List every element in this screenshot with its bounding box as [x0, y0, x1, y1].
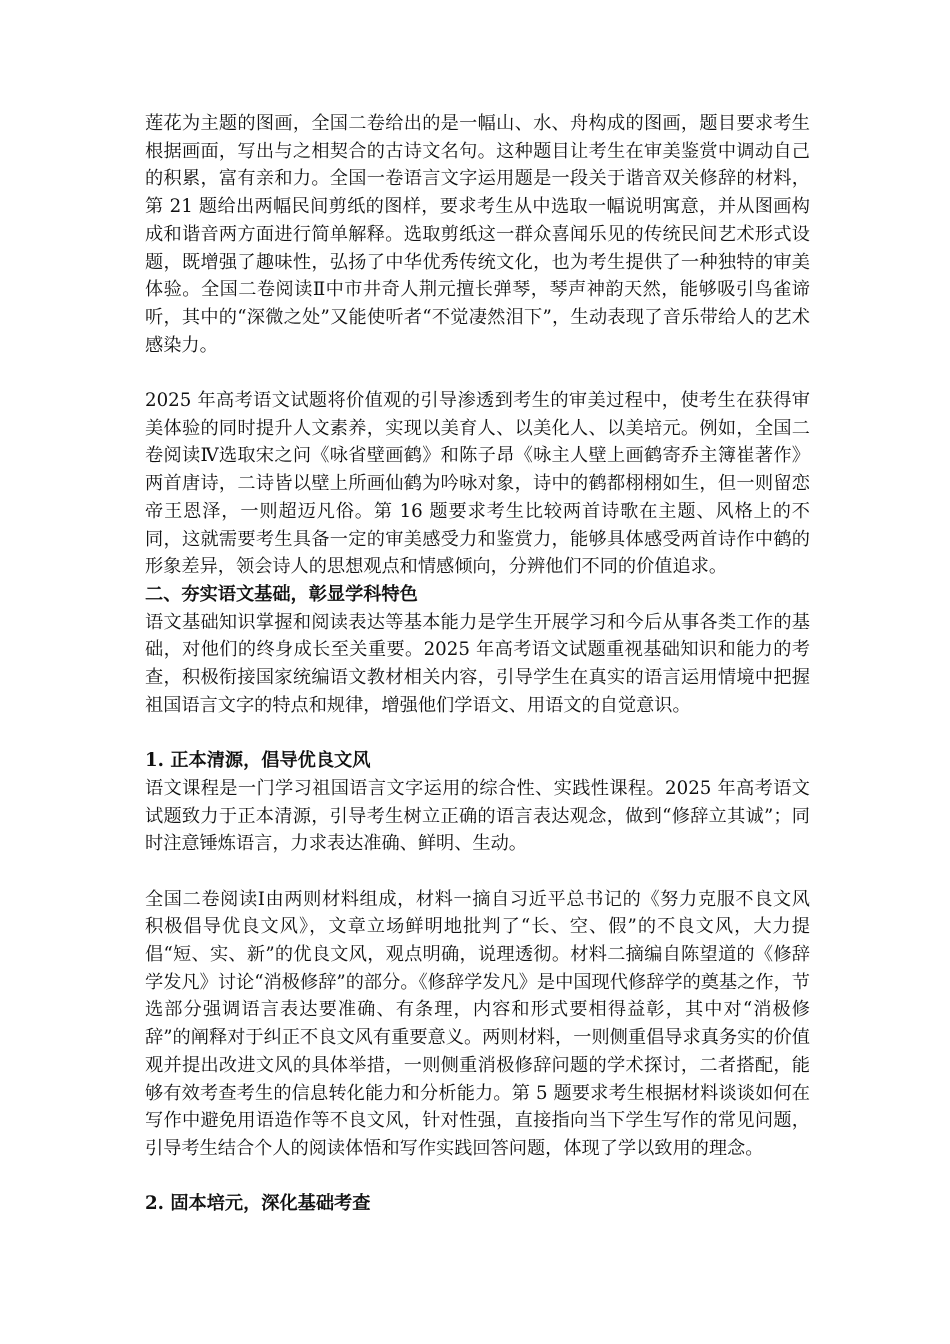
- paragraph-reading-one: 全国二卷阅读Ⅰ由两则材料组成，材料一摘自习近平总书记的《努力克服不良文风 积极倡导优良文风》，文章立场鲜明地批判了“长、空、假”的不良文风，大力提倡“短、实、新”的优良文风，观点明确，说理透彻。材料二摘编自陈望道的《修辞学发凡》讨论“消极修辞”的部分。《修辞学发凡》是中国现代修辞学的奠基之作，节选部分强调语言表达要准确、有条理，内容和形式要相得益彰，其中对“消极修辞”的阐释对于纠正不良文风有重要意义。两则材料，一则侧重倡导求真务实的价值观并提出改进文风的具体举措，一则侧重消极修辞问题的学术探讨，二者搭配，能够有效考查考生的信息转化能力和分析能力。第 5 题要求考生根据材料谈谈如何在写作中避免用语造作等不良文风，针对性强，直接指向当下学生写作的常见问题，引导考生结合个人的阅读体悟和写作实践回答问题，体现了学以致用的理念。: [145, 888, 810, 1159]
- paragraph-basic-knowledge: 语文基础知识掌握和阅读表达等基本能力是学生开展学习和今后从事各类工作的基础，对他们的终身成长至关重要。2025 年高考语文试题重视基础知识和能力的考查，积极衔接国家统编语文教材相关内容，引导学生在真实的语言运用情境中把握祖国语言文字的特点和规律，增强他们学语文、用语文的自觉意识。: [145, 611, 810, 716]
- paragraph-spacer: [145, 359, 810, 387]
- document-page: [145, 110, 810, 1218]
- paragraph-value-guidance: 2025 年高考语文试题将价值观的引导渗透到考生的审美过程中，使考生在获得审美体验的同时提升人文素养，实现以美育人、以美化人、以美培元。例如，全国二卷阅读Ⅳ选取宋之问《咏省壁画鹤》和陈子昂《咏主人壁上画鹤寄乔主簿崔著作》两首唐诗，二诗皆以壁上所画仙鹤为吟咏对象，诗中的鹤都栩栩如生，但一则留恋帝王恩泽，一则超迈凡俗。第 16 题要求考生比较两首诗歌在主题、风格上的不同，这就需要考生具备一定的审美感受力和鉴赏力，能够具体感受两首诗作中鹤的形象差异，领会诗人的思想观点和情感倾向，分辨他们不同的价值追求。: [145, 390, 810, 578]
- section-heading-2: 二、夯实语文基础，彰显学科特色: [145, 583, 418, 605]
- subsection-heading-1: 1. 正本清源，倡导优良文风: [145, 750, 371, 772]
- paragraph-spacer: [145, 858, 810, 886]
- paragraph-spacer: [145, 1163, 810, 1191]
- paragraph-spacer: [145, 719, 810, 747]
- subsection-heading-2: 2. 固本培元，深化基础考查: [145, 1193, 371, 1215]
- paragraph-writing-style: 语文课程是一门学习祖国语言文字运用的综合性、实践性课程。2025 年高考语文试题致力于正本清源，引导考生树立正确的语言表达观念，做到“修辞立其诚”；同时注意锤炼语言，力求表达准确、鲜明、生动。: [145, 777, 810, 855]
- paragraph-aesthetic-examples: 莲花为主题的图画，全国二卷给出的是一幅山、水、舟构成的图画，题目要求考生根据画面，写出与之相契合的古诗文名句。这种题目让考生在审美鉴赏中调动自己的积累，富有亲和力。全国一卷语言文字运用题是一段关于谐音双关修辞的材料，第 21 题给出两幅民间剪纸的图样，要求考生从中选取一幅说明寓意，并从图画构成和谐音两方面进行简单解释。选取剪纸这一群众喜闻乐见的传统民间艺术形式设题，既增强了趣味性，弘扬了中华优秀传统文化，也为考生提供了一种独特的审美体验。全国二卷阅读Ⅱ中市井奇人荆元擅长弹琴，琴声神韵天然，能够吸引鸟雀谛听，其中的“深微之处”又能使听者“不觉凄然泪下”，生动表现了音乐带给人的艺术感染力。: [145, 113, 810, 356]
